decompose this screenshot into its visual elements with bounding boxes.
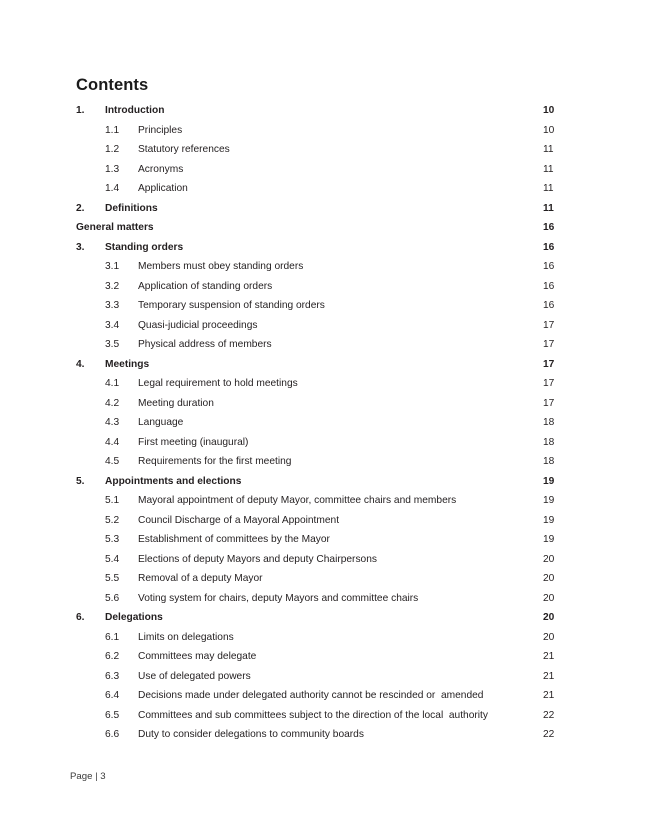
toc-entry-page-number: 18 [543, 456, 555, 467]
toc-entry-label: Temporary suspension of standing orders [138, 300, 325, 311]
toc-entry-page-number: 18 [543, 417, 555, 428]
toc-entry-number: 4.1 [105, 378, 120, 389]
toc-entry-number: 3.1 [105, 261, 120, 272]
toc-entry-number: 3.5 [105, 339, 120, 350]
toc-entry[interactable] [0, 277, 645, 297]
toc-entry-number: 3.3 [105, 300, 120, 311]
toc-entry-page-number: 21 [543, 651, 555, 662]
toc-entry-page-number: 20 [543, 631, 555, 643]
toc-entry-label: Appointments and elections [105, 475, 242, 487]
toc-entry[interactable] [0, 413, 645, 433]
toc-entry-label: Application of standing orders [138, 280, 273, 292]
toc-entry-label: Application [138, 183, 188, 194]
page-footer: Page | 3 [70, 771, 106, 782]
toc-entry-label: Standing orders [105, 241, 184, 253]
toc-entry[interactable] [0, 491, 645, 511]
toc-entry-page-number: 18 [543, 436, 555, 448]
toc-entry-page-number: 16 [543, 300, 555, 311]
toc-entry-number: 4.5 [105, 456, 120, 467]
toc-entry-label: Delegations [105, 612, 163, 623]
toc-entry[interactable] [0, 374, 645, 394]
toc-entry[interactable] [0, 608, 645, 628]
toc-entry-page-number: 22 [543, 729, 555, 740]
toc-entry-label: Principles [138, 124, 183, 136]
toc-entry[interactable] [0, 472, 645, 492]
toc-entry-page-number: 17 [543, 358, 555, 370]
toc-entry[interactable] [0, 355, 645, 375]
toc-entry[interactable] [0, 296, 645, 316]
toc-entry[interactable] [0, 569, 645, 589]
toc-entry[interactable] [0, 511, 645, 531]
toc-entry-page-number: 19 [543, 534, 555, 545]
toc-entry-number: 5.1 [105, 495, 120, 506]
toc-entry[interactable] [0, 335, 645, 355]
toc-entry-number: 1.1 [105, 124, 120, 136]
toc-entry-label: Mayoral appointment of deputy Mayor, committee chairs and members [138, 495, 457, 506]
toc-entry-label: Physical address of members [138, 339, 272, 350]
toc-entry-page-number: 19 [543, 495, 555, 506]
toc-entry-label: Removal of a deputy Mayor [138, 573, 263, 584]
toc-entry-page-number: 17 [543, 378, 555, 389]
page-title: Contents [76, 76, 149, 94]
toc-entry-page-number: 19 [543, 514, 555, 526]
toc-entry-label: Definitions [105, 202, 158, 214]
toc-entry[interactable] [0, 257, 645, 277]
toc-entry[interactable] [0, 101, 645, 121]
toc-entry-number: 3.4 [105, 319, 120, 331]
toc-entry-number: 3.2 [105, 280, 120, 292]
toc-entry-label: Committees and sub committees subject to the direction of the local authority [138, 709, 488, 721]
toc-entry-label: Use of delegated powers [138, 670, 251, 682]
toc-entry-number: 6.2 [105, 651, 120, 662]
toc-entry-number: 5.6 [105, 592, 120, 604]
toc-entry-page-number: 20 [543, 592, 555, 604]
toc-entry-number: 4.3 [105, 417, 120, 428]
toc-entry-number: 4.4 [105, 436, 120, 448]
toc-entry-number: 1. [76, 105, 85, 116]
toc-entry-page-number: 16 [543, 261, 555, 272]
toc-entry[interactable] [0, 121, 645, 141]
toc-entry[interactable] [0, 433, 645, 453]
toc-entry-label: Requirements for the first meeting [138, 456, 292, 467]
toc-entry-number: 4.2 [105, 397, 120, 409]
toc-entry-page-number: 17 [543, 339, 555, 350]
toc-entry-number: 2. [76, 202, 85, 214]
toc-entry[interactable] [0, 452, 645, 472]
toc-entry[interactable] [0, 199, 645, 219]
toc-entry-label: First meeting (inaugural) [138, 436, 249, 448]
toc-entry-label: Statutory references [138, 144, 230, 155]
toc-entry[interactable] [0, 628, 645, 648]
toc-entry[interactable] [0, 647, 645, 667]
toc-entry-number: 5.5 [105, 573, 120, 584]
toc-entry[interactable] [0, 316, 645, 336]
toc-entry[interactable] [0, 686, 645, 706]
toc-entry-page-number: 16 [543, 222, 555, 233]
toc-entry-page-number: 20 [543, 612, 555, 623]
toc-entry-page-number: 21 [543, 670, 555, 682]
toc-entry-page-number: 21 [543, 690, 555, 701]
toc-entry-number: 4. [76, 358, 85, 370]
toc-entry-page-number: 11 [543, 163, 554, 175]
toc-entry[interactable] [0, 706, 645, 726]
toc-entry-page-number: 10 [543, 124, 555, 136]
toc-entry-label: Meetings [105, 358, 150, 370]
toc-entry-number: 5.4 [105, 553, 120, 565]
toc-entry-number: 1.4 [105, 183, 120, 194]
toc-entry-page-number: 20 [543, 553, 555, 565]
toc-entry-page-number: 19 [543, 475, 555, 487]
toc-entry-label: Voting system for chairs, deputy Mayors and committee chairs [138, 592, 419, 604]
toc-entry-page-number: 11 [543, 202, 554, 214]
toc-entry-label: Members must obey standing orders [138, 261, 304, 272]
toc-entry-label: Meeting duration [138, 397, 214, 409]
toc-entry-label: Council Discharge of a Mayoral Appointment [138, 514, 340, 526]
toc-entry-label: Limits on delegations [138, 631, 234, 643]
toc-entry[interactable] [0, 550, 645, 570]
table-of-contents [0, 101, 645, 745]
toc-entry-label: Legal requirement to hold meetings [138, 378, 298, 389]
toc-entry-page-number: 11 [543, 144, 554, 155]
toc-entry-number: 5.3 [105, 534, 120, 545]
toc-entry-page-number: 17 [543, 319, 555, 331]
toc-entry-label: General matters [76, 222, 154, 233]
toc-entry-label: Duty to consider delegations to community boards [138, 729, 364, 740]
toc-entry-label: Language [138, 417, 184, 428]
toc-entry[interactable] [0, 140, 645, 160]
toc-entry[interactable] [0, 725, 645, 745]
toc-entry[interactable] [0, 394, 645, 414]
toc-entry-page-number: 20 [543, 573, 555, 584]
toc-entry-label: Decisions made under delegated authority cannot be rescinded or amended [138, 690, 484, 701]
toc-entry-label: Committees may delegate [138, 651, 257, 662]
toc-entry-number: 1.2 [105, 144, 120, 155]
toc-entry-label: Introduction [105, 105, 165, 116]
toc-entry-number: 6.4 [105, 690, 120, 701]
toc-entry[interactable] [0, 589, 645, 609]
toc-entry-label: Quasi-judicial proceedings [138, 319, 258, 331]
toc-entry[interactable] [0, 179, 645, 199]
toc-entry-number: 5.2 [105, 514, 120, 526]
toc-entry-number: 6.1 [105, 631, 120, 643]
toc-entry-number: 6.6 [105, 729, 120, 740]
toc-entry[interactable] [0, 160, 645, 180]
toc-entry-number: 3. [76, 241, 85, 253]
toc-entry-number: 6. [76, 612, 85, 623]
toc-entry-page-number: 10 [543, 105, 555, 116]
toc-entry-page-number: 11 [543, 183, 554, 194]
toc-entry-number: 1.3 [105, 163, 120, 175]
toc-entry[interactable] [0, 218, 645, 238]
toc-entry-number: 6.3 [105, 670, 120, 682]
toc-entry-label: Establishment of committees by the Mayor [138, 534, 330, 545]
toc-entry-page-number: 22 [543, 709, 555, 721]
toc-entry[interactable] [0, 530, 645, 550]
toc-entry-page-number: 17 [543, 397, 555, 409]
toc-entry-number: 6.5 [105, 709, 120, 721]
toc-entry-page-number: 16 [543, 241, 555, 253]
toc-entry[interactable] [0, 667, 645, 687]
toc-entry-page-number: 16 [543, 280, 555, 292]
toc-entry-label: Acronyms [138, 163, 184, 175]
toc-entry[interactable] [0, 238, 645, 258]
toc-entry-label: Elections of deputy Mayors and deputy Chairpersons [138, 553, 377, 565]
toc-entry-number: 5. [76, 475, 85, 487]
